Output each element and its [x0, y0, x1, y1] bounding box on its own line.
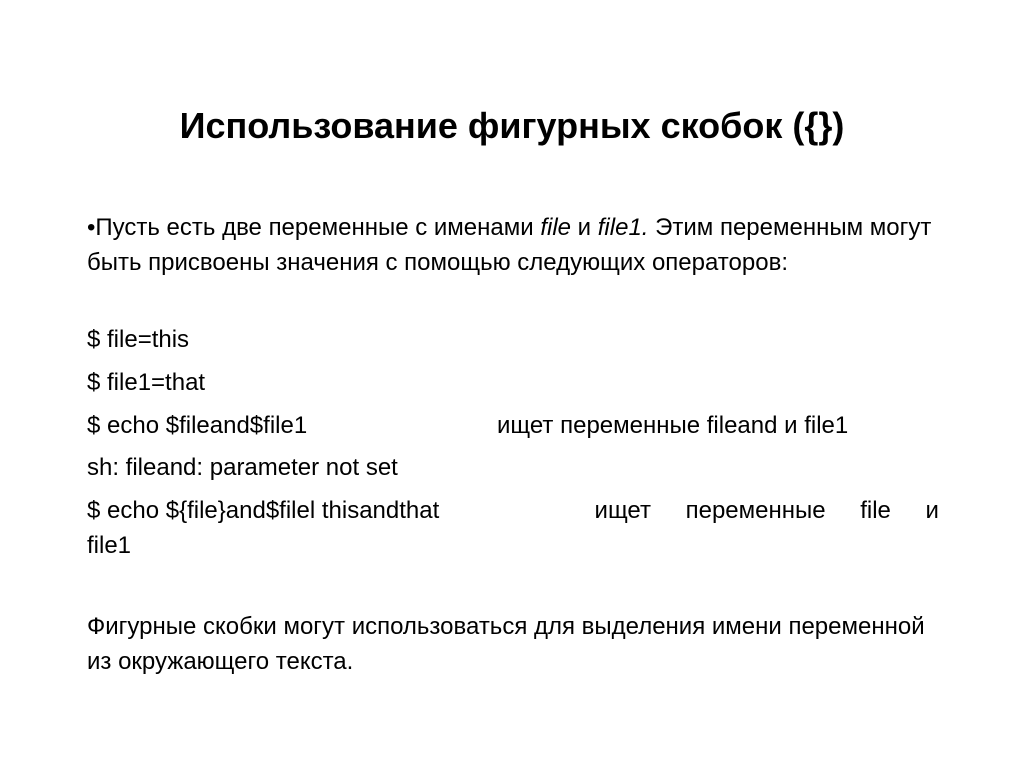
error-line-parameter-not-set: sh: fileand: parameter not set: [87, 454, 398, 481]
echo-braces-comment-word-2: переменные: [685, 497, 826, 524]
echo-fileand-comment: ищет переменные fileand и file1: [497, 412, 849, 439]
echo-braces-comment-word-4: и: [925, 497, 939, 524]
echo-braces-comment-word-1: ищет: [594, 497, 651, 524]
echo-braces-comment-word-3: file: [860, 497, 891, 524]
intro-text-a: Пусть есть две переменные с именами: [95, 214, 541, 241]
intro-text-c: Этим переменным могут быть присвоены значения с помощью следующих операторов:: [87, 214, 932, 276]
echo-braces-command: $ echo ${file}and$filel thisandthat: [87, 497, 440, 524]
conclusion-paragraph: Фигурные скобки могут использоваться для выделения имени переменной из окружающего текста.: [87, 613, 925, 675]
code-line-assign-file: $ file=this: [87, 326, 190, 353]
intro-paragraph: [87, 210, 939, 280]
bullet: •: [87, 214, 96, 241]
intro-text-b: и: [571, 214, 598, 241]
variable-name-file: file: [540, 214, 572, 241]
echo-braces-continuation: file1: [87, 532, 132, 559]
echo-braces-first-line: [87, 493, 939, 528]
code-line-echo-fileand: [87, 408, 939, 443]
code-line-echo-braces: [87, 493, 939, 563]
variable-name-file1: file1.: [597, 214, 649, 241]
code-line-assign-file1: $ file1=that: [87, 369, 206, 396]
slide-title: Использование фигурных скобок ({}): [179, 105, 845, 146]
echo-fileand-command: $ echo $fileand$file1: [87, 412, 308, 439]
